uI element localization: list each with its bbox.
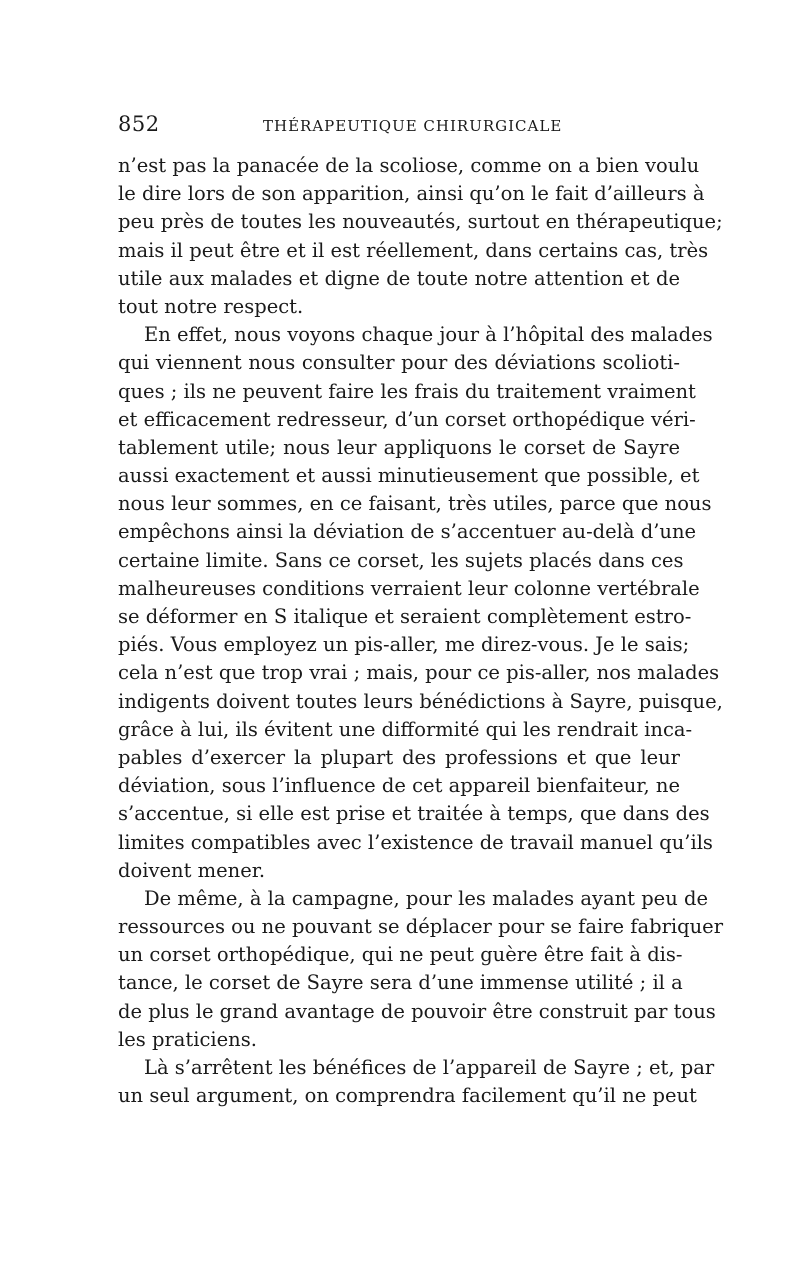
text-line: cela n’est que trop vrai ; mais, pour ce pis-aller, nos malades [118,661,720,685]
text-line: nous leur sommes, en ce faisant, très utiles, parce que nous [118,492,712,516]
text-line: qui viennent nous consulter pour des déviations scolioti- [118,351,680,375]
text-line: tout notre respect. [118,294,304,318]
text-line: peu près de toutes les nouveautés, surtout en thérapeutique; [118,210,723,234]
text-line: pables d’exercer la plupart des professions et que leur [118,745,680,769]
text-line: En effet, nous voyons chaque jour à l’hôpital des malades [144,323,713,347]
text-line: se déformer en S italique et seraient complètement estro- [118,605,692,628]
text-line: malheureuses conditions verraient leur colonne vertébrale [118,576,700,600]
text-line: et efficacement redresseur, d’un corset orthopédique véri- [118,407,696,431]
text-line: ressources ou ne pouvant se déplacer pour se faire fabriquer [118,915,724,939]
text-line: aussi exactement et aussi minutieusement que possible, et [118,464,700,488]
text-line: grâce à lui, ils évitent une difformité qui les rendrait inca- [118,717,693,741]
text-line: limites compatibles avec l’existence de travail manuel qu’ils [118,830,713,854]
text-line: déviation, sous l’influence de cet appareil bienfaiteur, ne [118,774,680,798]
text-line: certaine limite. Sans ce corset, les sujets placés dans ces [118,548,684,572]
running-header [118,112,678,142]
text-line: indigents doivent toutes leurs bénédictions à Sayre, puisque, [118,689,723,713]
text-line: tance, le corset de Sayre sera d’une immense utilité ; il a [118,971,683,995]
text-line: De même, à la campagne, pour les malades ayant peu de [144,886,708,910]
text-line: s’accentue, si elle est prise et traitée à temps, que dans des [118,802,710,826]
text-line: mais il peut être et il est réellement, dans certains cas, très [118,238,709,262]
text-line: les praticiens. [118,1027,257,1051]
text-line: doivent mener. [118,858,266,882]
text-line: tablement utile; nous leur appliquons le corset de Sayre [118,435,680,459]
text-line: le dire lors de son apparition, ainsi qu’on le fait d’ailleurs à [118,182,705,206]
text-line: un seul argument, on comprendra facilement qu’il ne peut [118,1084,697,1108]
text-line: Là s’arrêtent les bénéfices de l’appareil de Sayre ; et, par [144,1056,715,1079]
text-line: piés. Vous employez un pis-aller, me direz-vous. Je le sais; [118,633,690,657]
running-title: THÉRAPEUTIQUE CHIRURGICALE [263,117,563,135]
text-line: utile aux malades et digne de toute notre attention et de [118,266,680,290]
text-line: ques ; ils ne peuvent faire les frais du traitement vraiment [118,379,696,403]
text-line: n’est pas la panacée de la scoliose, comme on a bien voulu [118,154,700,177]
text-line: empêchons ainsi la déviation de s’accentuer au-delà d’une [118,520,697,544]
page-number: 852 [118,112,160,136]
text-line: un corset orthopédique, qui ne peut guère être fait à dis- [118,943,683,967]
text-line: de plus le grand avantage de pouvoir être construit par tous [118,999,716,1023]
body-text [118,152,724,1110]
